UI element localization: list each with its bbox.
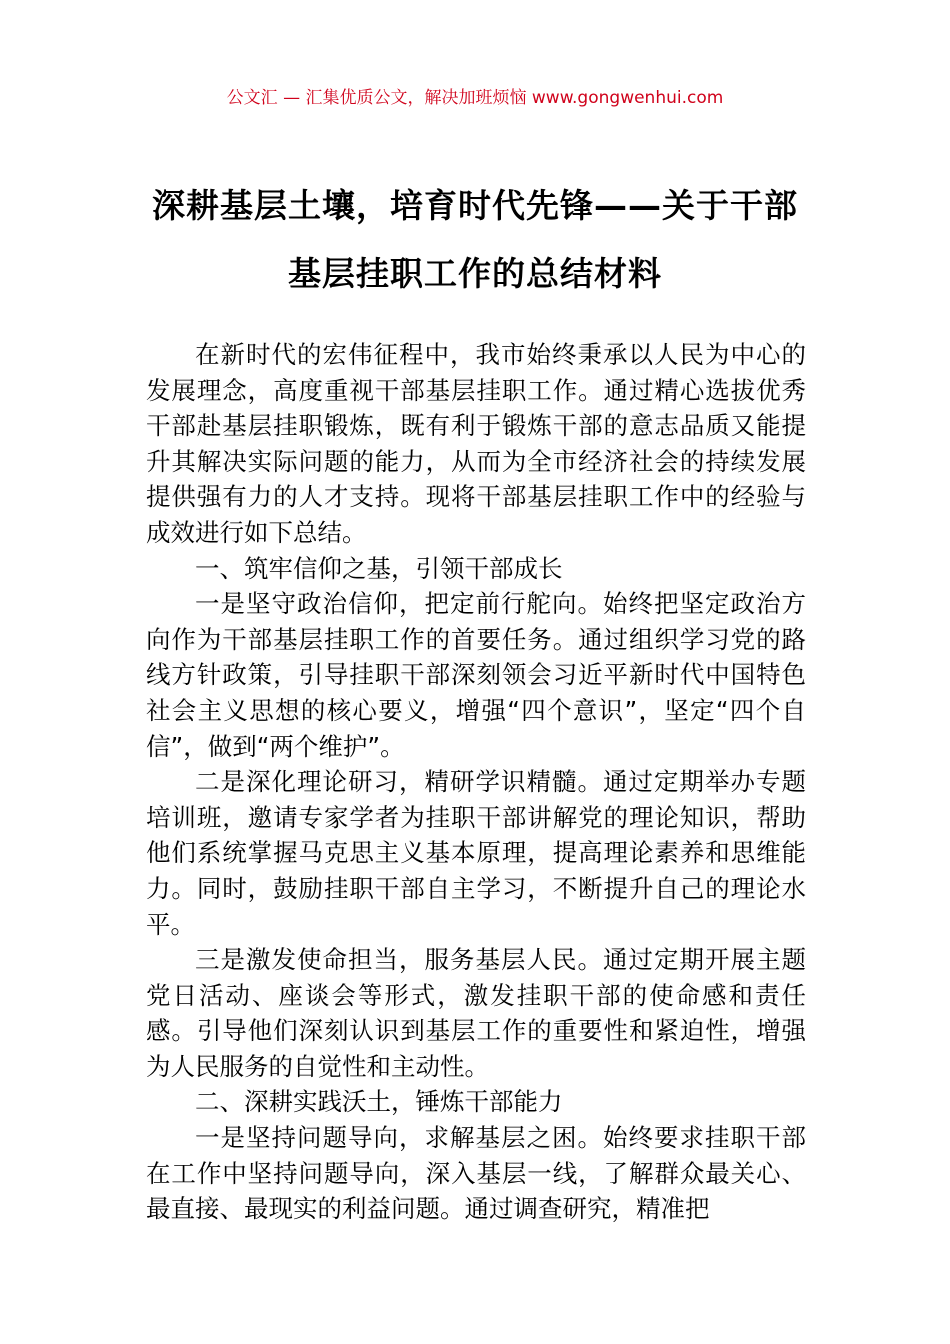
- section-heading-1: 一、筑牢信仰之基，引领干部成长: [195, 553, 563, 583]
- site-header-banner: 公文汇 — 汇集优质公文，解决加班烦恼 www.gongwenhui.com: [226, 88, 724, 108]
- body-paragraph: 二是深化理论研习，精研学识精髓。通过定期举办专题培训班，邀请专家学者为挂职干部讲解党的理论知识，帮助他们系统掌握马克思主义基本原理，提高理论素养和思维能力。同时，鼓励挂职干部自主学习，不断提升自己的理论水平。: [146, 767, 806, 939]
- document-title: 深耕基层土壤，培育时代先锋——关于干部基层挂职工作的总结材料: [152, 186, 798, 293]
- body-paragraph: 一是坚持问题导向，求解基层之困。始终要求挂职干部在工作中坚持问题导向，深入基层一线，了解群众最关心、最直接、最现实的利益问题。通过调查研究，精准把: [146, 1123, 806, 1224]
- body-paragraph: 三是激发使命担当，服务基层人民。通过定期开展主题党日活动、座谈会等形式，激发挂职干部的使命感和责任感。引导他们深刻认识到基层工作的重要性和紧迫性，增强为人民服务的自觉性和主动性。: [146, 945, 806, 1081]
- intro-paragraph: 在新时代的宏伟征程中，我市始终秉承以人民为中心的发展理念，高度重视干部基层挂职工作。通过精心选拔优秀干部赴基层挂职锻炼，既有利于锻炼干部的意志品质又能提升其解决实际问题的能力，从而为全市经济社会的持续发展提供强有力的人才支持。现将干部基层挂职工作中的经验与成效进行如下总结。: [146, 340, 806, 547]
- section-heading-2: 二、深耕实践沃土，锤炼干部能力: [195, 1087, 563, 1117]
- body-paragraph: 一是坚守政治信仰，把定前行舵向。始终把坚定政治方向作为干部基层挂职工作的首要任务。通过组织学习党的路线方针政策，引导挂职干部深刻领会习近平新时代中国特色社会主义思想的核心要义，增强“四个意识”，坚定“四个自信”，做到“两个维护”。: [146, 589, 806, 761]
- document-body: [146, 337, 806, 1227]
